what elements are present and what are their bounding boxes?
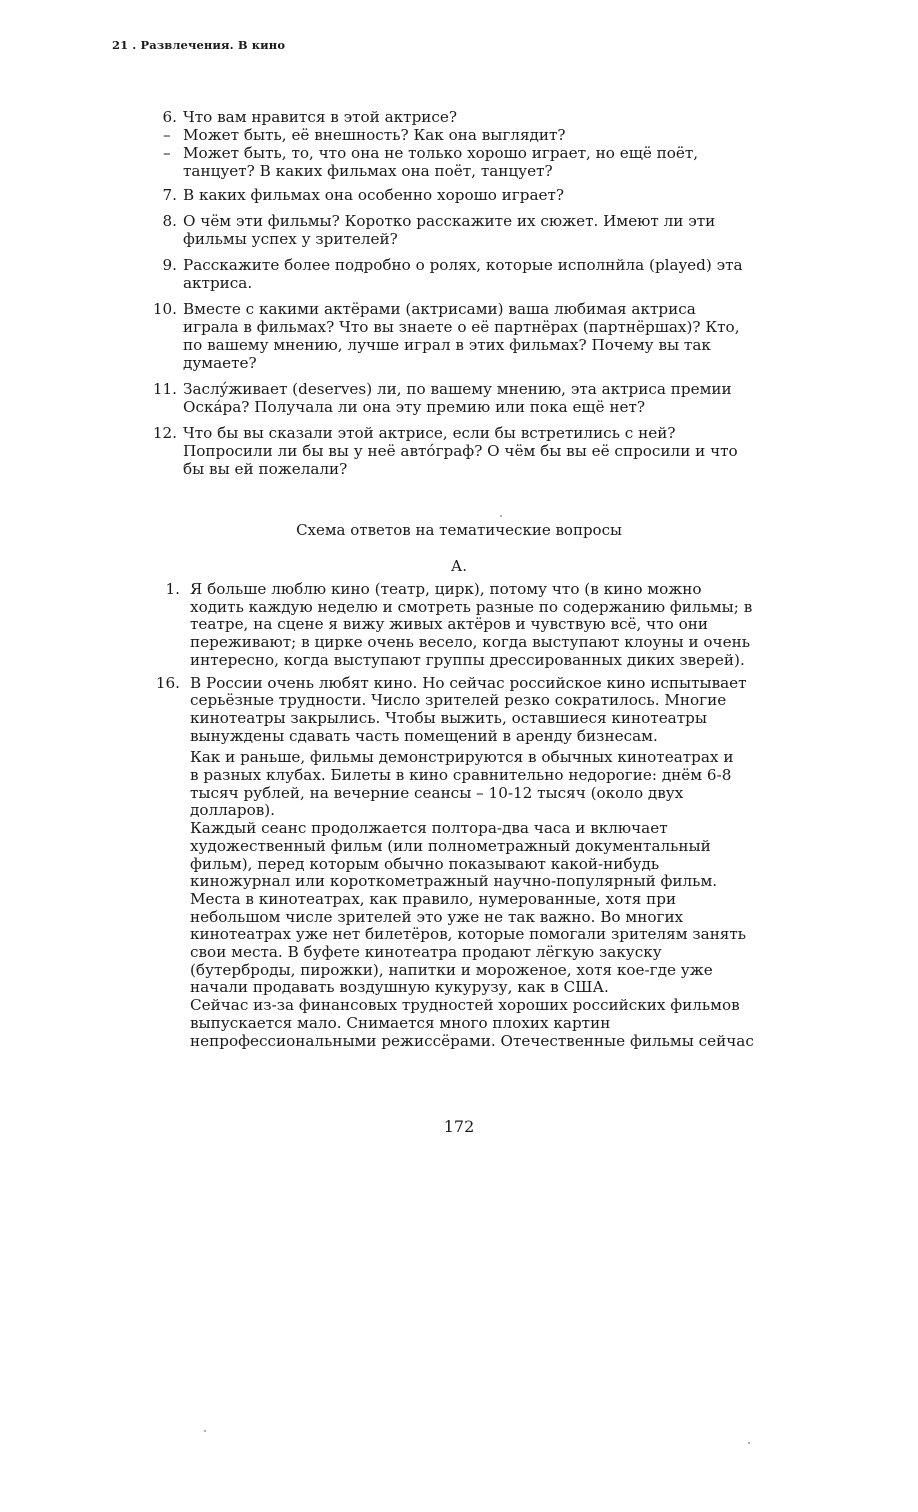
answer-text-line: непрофессиональными режиссёрами. Отечественные фильмы сейчас — [190, 1031, 754, 1050]
answer-text-line: свои места. В буфете кинотеатра продают лёгкую закуску — [190, 943, 662, 962]
answer-text-line: Каждый сеанс продолжается полтора-два часа и включает — [190, 819, 668, 838]
question-text-line: Что бы вы сказали этой актрисе, если бы встретились с ней? — [183, 424, 676, 442]
question-number: 8. — [162, 212, 177, 230]
answer-text-line: вынуждены сдавать часть помещений в аренду бизнесам. — [190, 726, 658, 745]
answer-text-line: интересно, когда выступают группы дрессированных диких зверей). — [190, 650, 745, 669]
answer-text-line: кинотеатрах уже нет билетёров, которые помогали зрителям занять — [190, 925, 747, 944]
answer-list — [147, 581, 837, 1055]
answer-text-line: Как и раньше, фильмы демонстрируются в обычных кинотеатрах и — [190, 748, 734, 767]
question-subpoint-text: Может быть, её внешность? Как она выглядит? — [183, 126, 566, 144]
question-subpoint-line — [163, 126, 833, 144]
section-subheading: А. — [450, 557, 468, 575]
question-item — [143, 300, 833, 372]
running-head: 21 . Развлечения. В кино — [112, 38, 286, 52]
question-subpoint-line — [163, 144, 833, 162]
answer-text-line: небольшом числе зрителей это уже не так важно. Во многих — [190, 907, 684, 926]
answer-number: 16. — [155, 673, 180, 692]
question-subpoint-text: Может быть, то, что она не только хорошо играет, но ещё поёт, — [183, 144, 699, 162]
answer-item — [147, 675, 837, 1051]
question-text-line: Оскáра? Получала ли она эту премию или пока ещё нет? — [183, 398, 646, 416]
question-item — [143, 256, 833, 292]
question-text-line: бы вы ей пожелали? — [183, 460, 348, 478]
question-item — [143, 380, 833, 416]
question-number: 11. — [152, 380, 177, 398]
answer-text-line: серьёзные трудности. Число зрителей резко сократилось. Многие — [190, 691, 727, 710]
dash-marker: – — [163, 144, 171, 162]
answer-text-line: кинотеатры закрылись. Чтобы выжить, оставшиеся кинотеатры — [190, 708, 707, 727]
page-number: 172 — [443, 1117, 475, 1136]
dash-marker: – — [163, 126, 171, 144]
question-item — [143, 212, 833, 248]
question-text-line: О чём эти фильмы? Коротко расскажите их сюжет. Имеют ли эти — [183, 212, 716, 230]
answer-text-line: В России очень любят кино. Но сейчас российское кино испытывает — [190, 673, 747, 692]
question-text-line: Вместе с какими актёрами (актрисами) ваша любимая актриса — [183, 300, 696, 318]
question-list — [143, 108, 833, 486]
question-item — [143, 424, 833, 478]
question-text-line: актриса. — [183, 274, 253, 292]
question-number: 12. — [152, 424, 177, 442]
scan-speck — [748, 1442, 750, 1444]
question-number: 9. — [162, 256, 177, 274]
question-subpoint-text: танцует? В каких фильмах она поёт, танцует? — [183, 162, 553, 180]
question-text-line: Заслýживает (deserves) ли, по вашему мнению, эта актриса премии — [183, 380, 732, 398]
answer-text-line: ходить каждую неделю и смотреть разные по содержанию фильмы; в — [190, 597, 753, 616]
question-text-line: по вашему мнению, лучше играл в этих фильмах? Почему вы так — [183, 336, 711, 354]
answer-text-line: начали продавать воздушную кукурузу, как в США. — [190, 978, 609, 997]
question-number: 7. — [162, 186, 177, 204]
question-item — [143, 108, 833, 180]
answer-item — [147, 581, 837, 670]
answer-text-line: (бутерброды, пирожки), напитки и мороженое, хотя кое-где уже — [190, 960, 713, 979]
question-text-line: В каких фильмах она особенно хорошо играет? — [183, 186, 565, 204]
question-text-line: играла в фильмах? Что вы знаете о её партнёрах (партнёршах)? Кто, — [183, 318, 740, 336]
question-subpoint-line — [183, 162, 833, 180]
question-text-line: Расскажите более подробно о ролях, которые исполнйла (played) эта — [183, 256, 743, 274]
section-heading: Схема ответов на тематические вопросы — [296, 521, 622, 539]
answer-text-line: Места в кинотеатрах, как правило, нумерованные, хотя при — [190, 889, 677, 908]
answer-text-line: театре, на сцене я вижу живых актёров и чувствую всё, что они — [190, 615, 708, 634]
question-text-line: думаете? — [183, 354, 257, 372]
answer-text-line: тысяч рублей, на вечерние сеансы – 10-12 тысяч (около двух — [190, 783, 684, 802]
question-number: 10. — [152, 300, 177, 318]
answer-number: 1. — [165, 580, 180, 598]
answer-text-line: Сейчас из-за финансовых трудностей хороших российских фильмов — [190, 996, 740, 1015]
question-number: 6. — [162, 108, 177, 126]
answer-text-line: фильм), перед которым обычно показывают какой-нибудь — [190, 854, 660, 873]
answer-text-line: киножурнал или короткометражный научно-популярный фильм. — [190, 872, 718, 891]
answer-text-line: выпускается мало. Снимается много плохих картин — [190, 1013, 611, 1032]
question-text-line: Попросили ли бы вы у неё автóграф? О чём бы вы её спросили и что — [183, 442, 738, 460]
scan-speck — [500, 515, 502, 517]
answer-text-line: Я больше люблю кино (театр, цирк), потому что (в кино можно — [190, 580, 702, 598]
answer-text-line: переживают; в цирке очень весело, когда выступают клоуны и очень — [190, 633, 750, 652]
scan-speck — [204, 1430, 206, 1432]
answer-text-line: художественный фильм (или полнометражный документальный — [190, 836, 711, 855]
question-text-line: Что вам нравится в этой актрисе? — [183, 108, 458, 126]
question-text-line: фильмы успех у зрителей? — [183, 230, 398, 248]
answer-text-line: долларов). — [190, 801, 276, 820]
question-item — [143, 186, 833, 204]
answer-text-line: в разных клубах. Билеты в кино сравнительно недорогие: днём 6-8 — [190, 766, 732, 785]
